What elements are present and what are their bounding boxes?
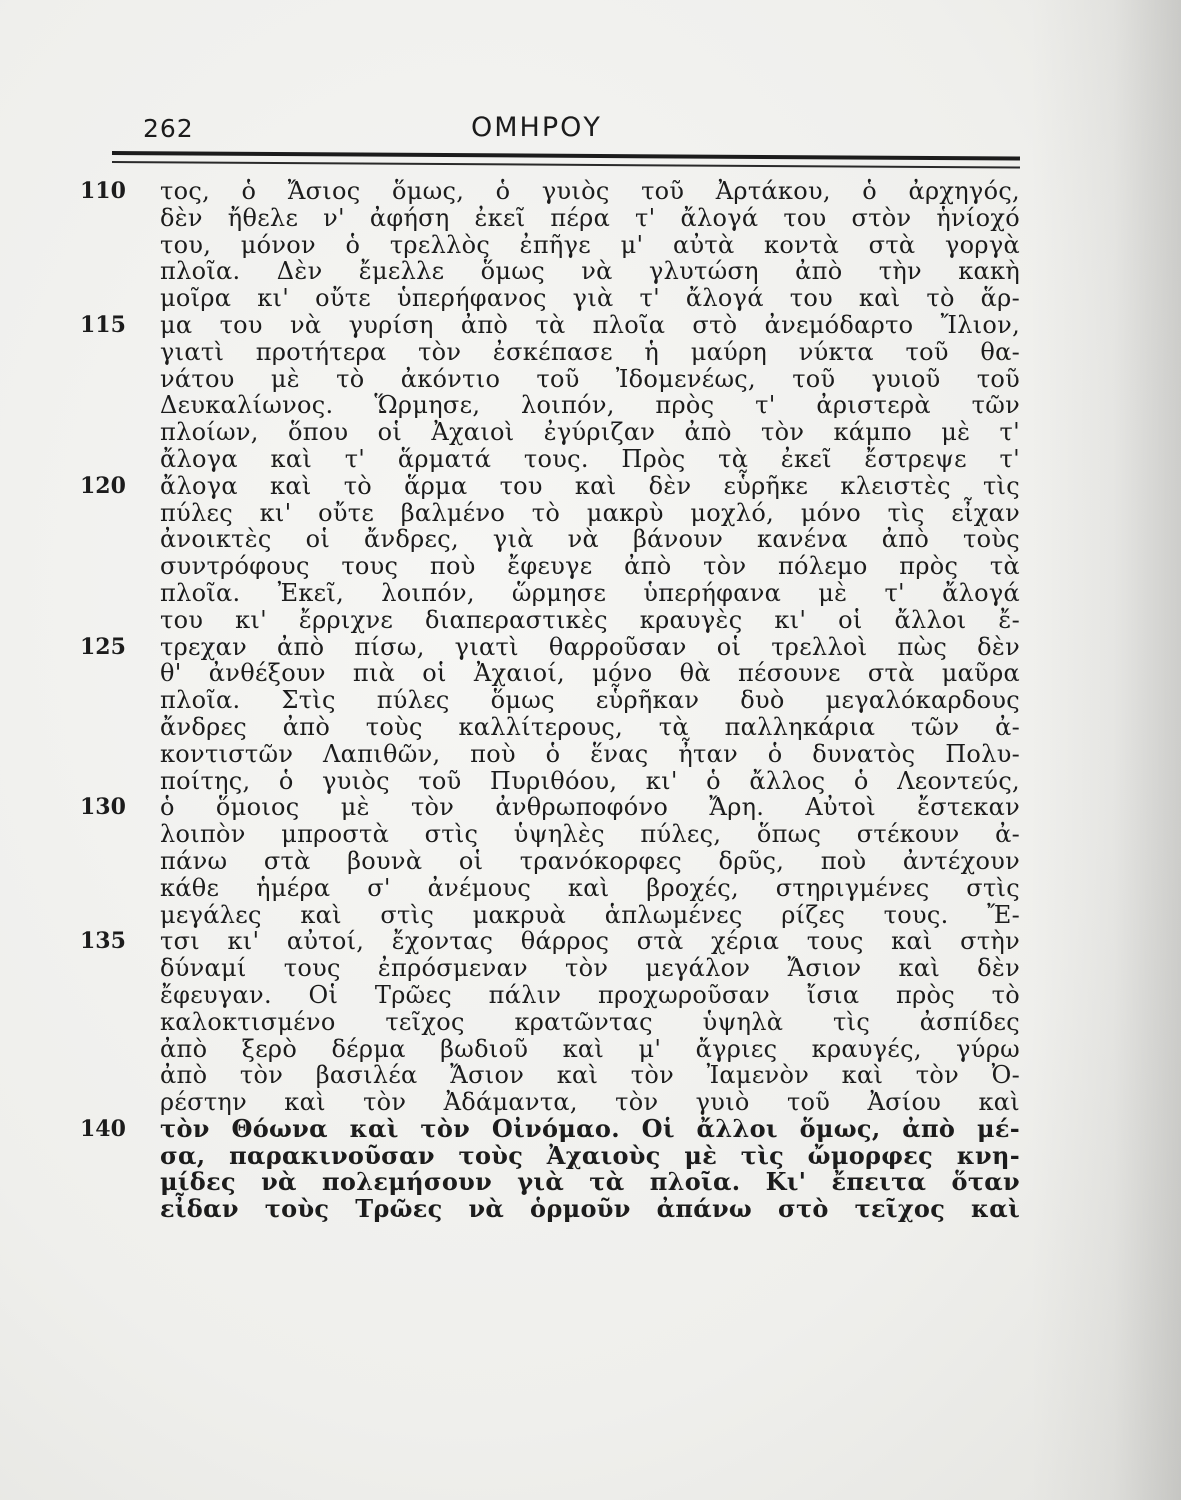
line-text: ὁ ὅμοιος μὲ τὸν ἀνθρωποφόνο Ἄρη. Αὐτοὶ ἔστεκαν [160,793,1020,822]
line-text: λοιπὸν μπροστὰ στὶς ὑψηλὲς πύλες, ὅπως στέκουν ἀ- [160,820,1020,849]
line-number: 130 [80,794,126,821]
line-text: πλοῖα. Στὶς πύλες ὅμως εὗρῆκαν δυὸ μεγαλόκαρδους [160,686,1020,715]
verse-line [80,902,1020,929]
line-text: ἀνοικτὲς οἱ ἄνδρες, γιὰ νὰ βάνουν κανένα ἀπὸ τοὺς [160,525,1020,554]
verse-line [80,928,1020,955]
line-text: μεγάλες καὶ στὶς μακρυὰ ἁπλωμένες ρίζες τους. Ἔ- [160,900,1020,929]
line-text: πλοῖα. Δὲν ἔμελλε ὅμως νὰ γλυτώση ἀπὸ τὴν κακὴ [160,257,1020,286]
line-text: εἶδαν τοὺς Τρῶες νὰ ὁρμοῦν ἀπάνω στὸ τεῖχος καὶ [160,1194,1020,1224]
line-text: Δευκαλίωνος. Ὥρμησε, λοιπόν, πρὸς τ' ἀριστερὰ τῶν [160,391,1020,420]
line-text: μοῖρα κι' οὔτε ὑπερήφανος γιὰ τ' ἄλογά του καὶ τὸ ἅρ- [160,284,1020,313]
line-text: ρέστην καὶ τὸν Ἀδάμαντα, τὸν γυιὸ τοῦ Ἀσίου καὶ [160,1088,1020,1117]
line-text: θ' ἀνθέξουν πιὰ οἱ Ἀχαιοί, μόνο θὰ πέσουνε στὰ μαῦρα [160,659,1020,688]
verse-line [80,1036,1020,1063]
verse-line [80,741,1020,768]
page-spine-shadow [1031,0,1181,1500]
line-text: ἀπὸ τὸν βασιλέα Ἄσιον καὶ τὸν Ἰαμενὸν καὶ τὸν Ὀ- [160,1061,1020,1090]
verse-line [80,1140,1020,1170]
verse-line [80,714,1020,741]
line-text: του, μόνον ὁ τρελλὸς ἐπῆγε μ' αὐτὰ κοντὰ στὰ γοργὰ [160,230,1020,259]
verse-line [80,794,1020,821]
verse-line [80,607,1020,634]
verse-line [80,821,1020,848]
verse-line [80,178,1020,205]
verse-line [80,955,1020,982]
verse-line [80,1113,1020,1143]
verse-line [80,312,1020,339]
verse-line [80,1089,1020,1116]
verse-line [80,258,1020,285]
verse-line [80,1062,1020,1089]
line-text: νάτου μὲ τὸ ἀκόντιο τοῦ Ἰδομενέως, τοῦ γυιοῦ τοῦ [160,364,1020,393]
line-text: πλοίων, ὅπου οἱ Ἀχαιοὶ ἐγύριζαν ἀπὸ τὸν κάμπο μὲ τ' [160,418,1020,447]
header-rule-thick [112,151,1020,161]
verse-line [80,768,1020,795]
verse-line [80,285,1020,312]
line-number: 120 [80,472,126,499]
verse-line [80,446,1020,473]
line-text: πάνω στὰ βουνὰ οἱ τρανόκορφες δρῦς, ποὺ ἀντέχουν [160,846,1020,875]
verse-line [80,500,1020,527]
line-number: 135 [80,928,126,955]
line-text: τος, ὁ Ἄσιος ὅμως, ὁ γυιὸς τοῦ Ἀρτάκου, ὁ ἀρχηγός, [160,177,1020,205]
line-text: δὲν ἤθελε ν' ἀφήση ἐκεῖ πέρα τ' ἄλογά του στὸν ἡνίοχό [160,203,1020,232]
line-text: ἔφευγαν. Οἱ Τρῶες πάλιν προχωροῦσαν ἴσια πρὸς τὸ [160,980,1020,1009]
running-title: ΟΜΗΡΟΥ [471,112,602,143]
line-text: ἄλογα καὶ τ' ἅρματά τους. Πρὸς τὰ ἐκεῖ ἔστρεψε τ' [160,444,1020,473]
line-text: γιατὶ προτήτερα τὸν ἐσκέπασε ἡ μαύρη νύκτα τοῦ θα- [160,337,1020,366]
verse-line [80,232,1020,259]
page-number: 262 [143,114,194,143]
line-text: τὸν Θόωνα καὶ τὸν Οἰνόμαο. Οἱ ἄλλοι ὅμως, ἀπὸ μέ- [160,1113,1020,1143]
verse-line [80,419,1020,446]
verse-line [80,848,1020,875]
verse-line [80,687,1020,714]
verse-line [80,875,1020,902]
line-text: τσι κι' αὐτοί, ἔχοντας θάρρος στὰ χέρια τους καὶ στὴν [160,927,1020,956]
verse-line [80,526,1020,553]
line-text: συντρόφους τους ποὺ ἔφευγε ἀπὸ τὸν πόλεμο πρὸς τὰ [160,552,1020,581]
verse-line [80,982,1020,1009]
line-number: 110 [80,178,126,204]
line-text: ἄλογα καὶ τὸ ἅρμα του καὶ δὲν εὗρῆκε κλειστὲς τὶς [160,471,1020,500]
line-text: ποίτης, ὁ γυιὸς τοῦ Πυριθόου, κι' ὁ ἄλλος ὁ Λεοντεύς, [160,766,1020,795]
verse-line [80,634,1020,661]
verse-text-block [80,178,1020,1223]
line-number: 140 [80,1115,126,1142]
line-text: κοντιστῶν Λαπιθῶν, ποὺ ὁ ἕνας ἦταν ὁ δυνατὸς Πολυ- [160,739,1020,768]
page-header [143,100,1013,150]
line-text: καλοκτισμένο τεῖχος κρατῶντας ὑψηλὰ τὶς ἀσπίδες [160,1007,1020,1036]
line-text: ἄνδρες ἀπὸ τοὺς καλλίτερους, τὰ παλληκάρια τῶν ἀ- [160,712,1020,741]
line-text: τρεχαν ἀπὸ πίσω, γιατὶ θαρροῦσαν οἱ τρελλοὶ πὼς δὲν [160,632,1020,661]
verse-line [80,1009,1020,1036]
verse-line [80,339,1020,366]
line-text: κάθε ἡμέρα σ' ἀνέμους καὶ βροχές, στηριγμένες στὶς [160,873,1020,902]
verse-line [80,1196,1020,1223]
line-text: δύναμί τους ἐπρόσμεναν τὸν μεγάλον Ἄσιον καὶ δὲν [160,954,1020,983]
line-text: πύλες κι' οὔτε βαλμένο τὸ μακρὺ μοχλό, μόνο τὶς εἶχαν [160,498,1020,527]
verse-line [80,660,1020,687]
line-text: ἀπὸ ξερὸ δέρμα βωδιοῦ καὶ μ' ἄγριες κραυγές, γύρω [160,1034,1020,1063]
line-number: 115 [80,311,126,338]
line-text: μα του νὰ γυρίση ἀπὸ τὰ πλοῖα στὸ ἀνεμόδαρτο Ἴλιον, [160,310,1020,339]
verse-line [80,366,1020,393]
header-rule-thin [112,161,1020,169]
line-number: 125 [80,633,126,660]
verse-line [80,205,1020,232]
verse-line [80,580,1020,607]
line-text: του κι' ἔρριχνε διαπεραστικὲς κραυγὲς κι' οἱ ἄλλοι ἔ- [160,605,1020,634]
verse-line [80,1169,1020,1196]
line-text: μίδες νὰ πολεμήσουν γιὰ τὰ πλοῖα. Κι' ἔπειτα ὅταν [160,1167,1020,1197]
verse-line [80,553,1020,580]
verse-line [80,473,1020,500]
line-text: σα, παρακινοῦσαν τοὺς Ἀχαιοὺς μὲ τὶς ὤμορφες κνη- [160,1140,1020,1170]
verse-line [80,392,1020,419]
line-text: πλοῖα. Ἐκεῖ, λοιπόν, ὥρμησε ὑπερήφανα μὲ τ' ἄλογά [160,578,1020,607]
